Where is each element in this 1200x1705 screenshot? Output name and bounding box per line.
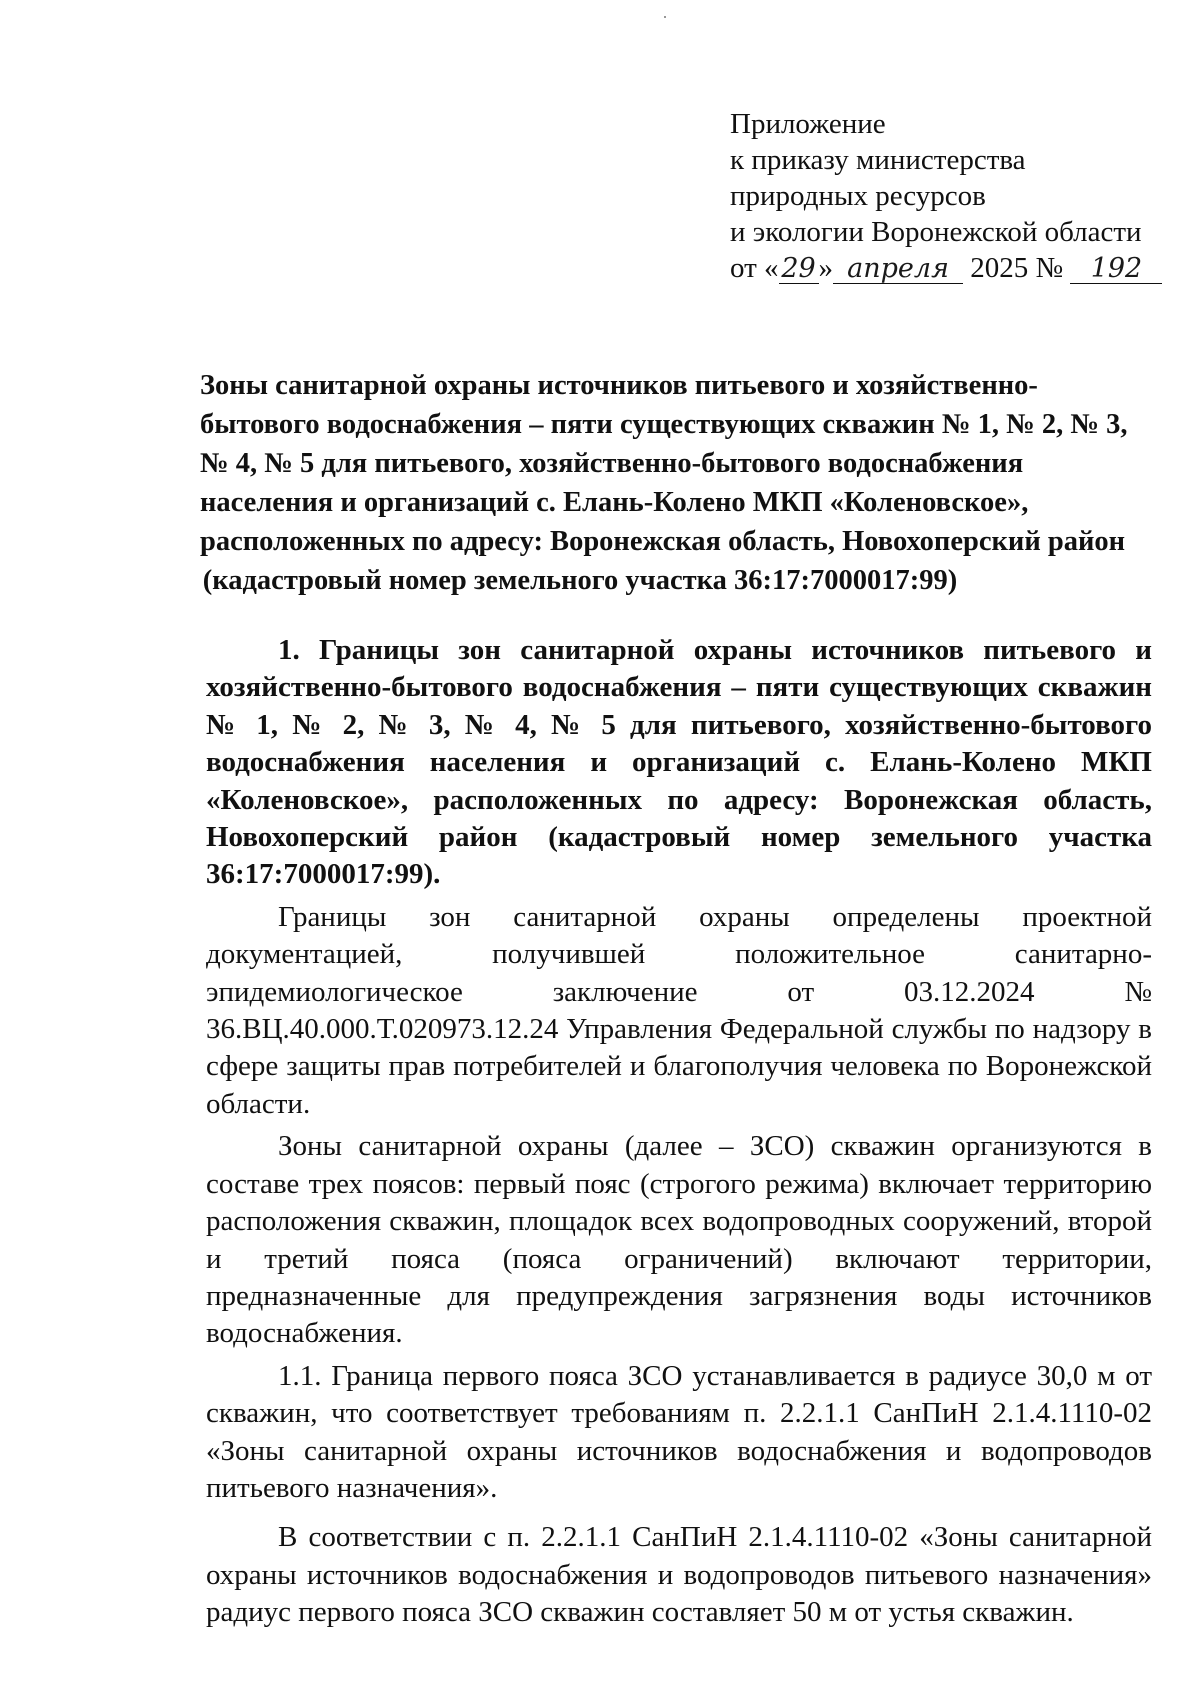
appendix-block <box>730 106 1170 286</box>
appendix-date-line <box>730 250 1170 286</box>
title-line-1: Зоны санитарной охраны источников питьевого и хозяйственно- <box>200 370 1038 401</box>
date-year: 2025 № <box>963 252 1071 284</box>
handwritten-order-number: 192 <box>1070 255 1162 284</box>
title-line-6: (кадастровый номер земельного участка 36:17:7000017:99) <box>202 565 958 596</box>
document-body <box>206 632 1152 1632</box>
appendix-line-4: и экологии Воронежской области <box>730 216 1142 248</box>
paragraph-sanpin-radius: В соответствии с п. 2.2.1.1 СанПиН 2.1.4.1110-02 «Зоны санитарной охраны источников водоснабжения и водопроводов питьевого назначения» радиус первого пояса ЗСО скважин составляет 50 м от устья скважин. <box>206 1521 1152 1629</box>
handwritten-day: 29 <box>779 255 819 284</box>
appendix-line-3: природных ресурсов <box>730 180 986 212</box>
section-1-heading: 1. Границы зон санитарной охраны источников питьевого и хозяйственно-бытового водоснабжения – пяти существующих скважин № 1, № 2, № 3, № 4, № 5 для питьевого, хозяйственно-бытового водоснабжения населения и организаций с. Елань-Колено МКП «Коленовское», расположенных по адресу: Воронежская область, Новохоперский район (кадастровый номер земельного участка 36:17:7000017:99). <box>206 634 1152 891</box>
document-title <box>200 366 1128 600</box>
date-day-close: » <box>818 252 834 284</box>
paragraph-first-belt-radius: 1.1. Граница первого пояса ЗСО устанавливается в радиусе 30,0 м от скважин, что соответствует требованиям п. 2.2.1.1 СанПиН 2.1.4.1110-02 «Зоны санитарной охраны источников водоснабжения и водопроводов питьевого назначения». <box>206 1359 1152 1504</box>
scan-speck <box>664 16 666 18</box>
date-prefix: от « <box>730 252 779 284</box>
title-line-5: расположенных по адресу: Воронежская область, Новохоперский район <box>200 526 1126 557</box>
title-line-4: населения и организаций с. Елань-Колено МКП «Коленовское», <box>200 487 1029 518</box>
appendix-line-1: Приложение <box>730 108 886 140</box>
paragraph-zones-composition: Зоны санитарной охраны (далее – ЗСО) скважин организуются в составе трех поясов: первый пояс (строгого режима) включает территорию расположения скважин, площадок всех водопроводных сооружений, второй и третий пояса (пояса ограничений) включают территории, предназначенные для предупреждения загрязнения воды источников водоснабжения. <box>206 1130 1152 1350</box>
title-line-2: бытового водоснабжения – пяти существующих скважин № 1, № 2, № 3, <box>200 409 1128 440</box>
paragraph-project-documentation: Границы зон санитарной охраны определены проектной документацией, получившей положительное санитарно-эпидемиологическое заключение от 03.12.2024 № 36.ВЦ.40.000.Т.020973.12.24 Управления Федеральной службы по надзору в сфере защиты прав потребителей и благополучия человека по Воронежской области. <box>206 900 1152 1120</box>
appendix-line-2: к приказу министерства <box>730 144 1026 176</box>
title-line-3: № 4, № 5 для питьевого, хозяйственно-бытового водоснабжения <box>200 448 1024 479</box>
handwritten-month: апреля <box>833 255 963 284</box>
